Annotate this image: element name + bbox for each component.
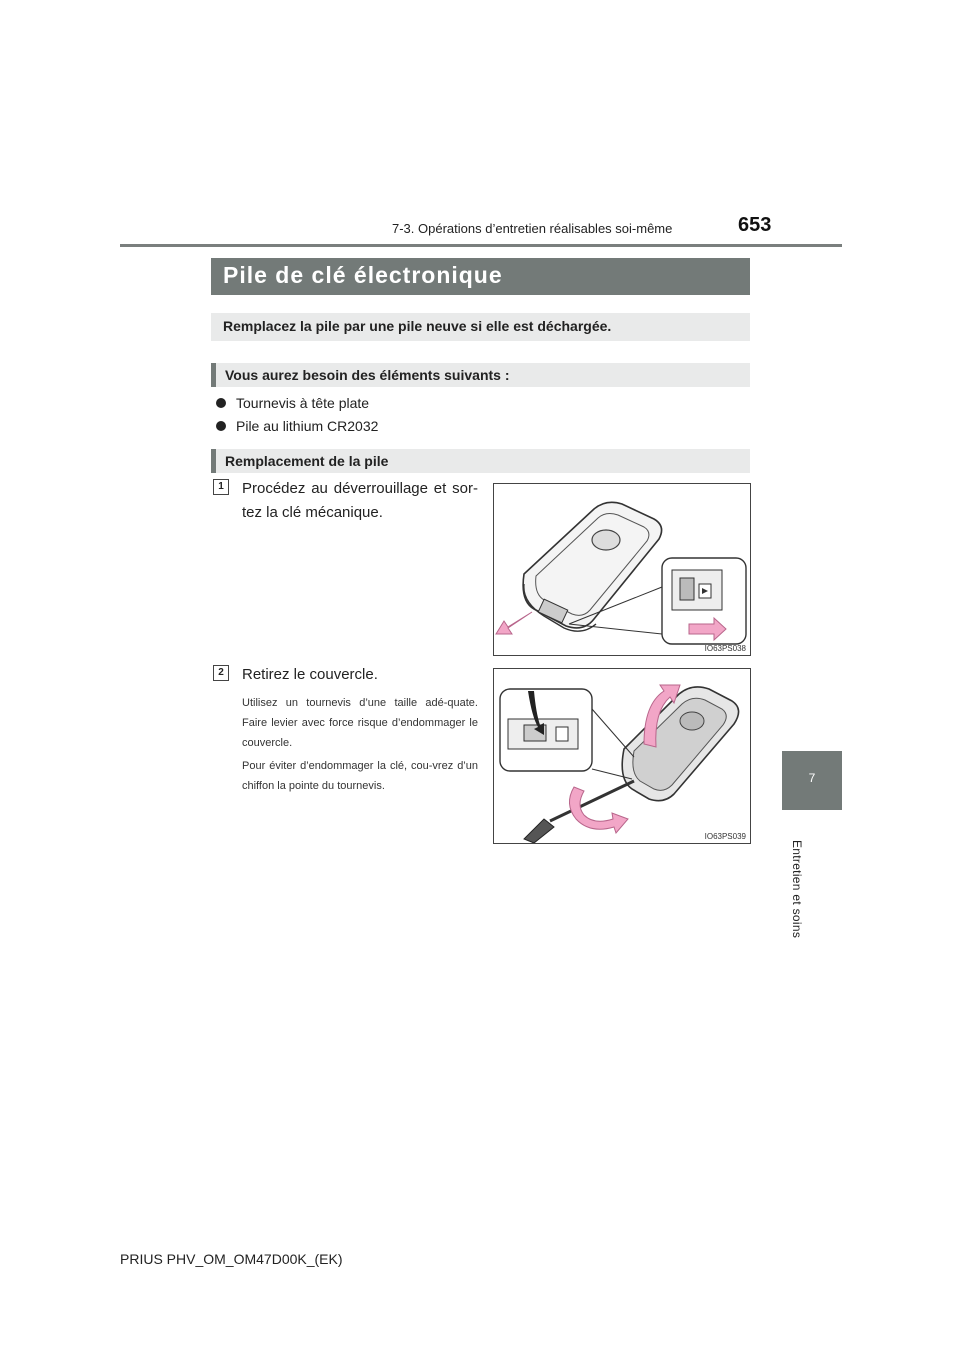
figure-remove-cover bbox=[493, 668, 751, 844]
list-item bbox=[216, 395, 369, 411]
page-title: Pile de clé électronique bbox=[223, 262, 503, 288]
intro-box bbox=[211, 313, 750, 341]
key-fob-illustration bbox=[494, 484, 750, 655]
document-code: PRIUS PHV_OM_OM47D00K_(EK) bbox=[120, 1251, 343, 1267]
chapter-label bbox=[790, 840, 804, 970]
step-number: 1 bbox=[213, 479, 229, 495]
section-header: 7-3. Opérations d’entretien réalisables soi-même bbox=[392, 221, 673, 236]
step-text: Retirez le couvercle. bbox=[242, 666, 378, 683]
figure-code: IO63PS039 bbox=[704, 832, 746, 841]
page-title-bar bbox=[211, 258, 750, 295]
header-rule bbox=[120, 244, 842, 247]
figure-key-unlock bbox=[493, 483, 751, 656]
arrow-rotate-icon bbox=[569, 787, 628, 833]
key-fob-icon bbox=[622, 687, 738, 801]
list-item-text: Tournevis à tête plate bbox=[236, 395, 370, 411]
needed-heading: Vous aurez besoin des éléments suivants : bbox=[225, 367, 510, 383]
arrow-pull-icon bbox=[496, 612, 532, 634]
list-item-text: Pile au lithium CR2032 bbox=[236, 418, 379, 434]
key-fob-icon bbox=[523, 502, 661, 631]
heading-accent bbox=[211, 449, 216, 473]
page-number: 653 bbox=[738, 214, 772, 236]
screwdriver-icon bbox=[524, 819, 554, 843]
bullet-icon bbox=[216, 421, 226, 431]
replacement-heading-box bbox=[211, 449, 750, 473]
heading-accent bbox=[211, 363, 216, 387]
figure-code: IO63PS038 bbox=[704, 644, 746, 653]
bullet-icon bbox=[216, 398, 226, 408]
needed-heading-box bbox=[211, 363, 750, 387]
note-text: Pour éviter d’endommager la clé, cou-vrez d’un chiffon la pointe du tournevis. bbox=[242, 760, 478, 792]
list-item bbox=[216, 418, 378, 434]
step-number: 2 bbox=[213, 665, 229, 681]
replacement-heading: Remplacement de la pile bbox=[225, 453, 389, 469]
step-text: Procédez au déverrouillage et sor-tez la clé mécanique. bbox=[242, 480, 478, 521]
chapter-number: 7 bbox=[808, 771, 816, 785]
chapter-label-text: Entretien et soins bbox=[790, 840, 804, 939]
note-text: Utilisez un tournevis d’une taille adé-quate. Faire levier avec force risque d’endommager le couvercle. bbox=[242, 697, 478, 749]
cover-removal-illustration bbox=[494, 669, 750, 843]
intro-text: Remplacez la pile par une pile neuve si elle est déchargée. bbox=[223, 318, 612, 334]
